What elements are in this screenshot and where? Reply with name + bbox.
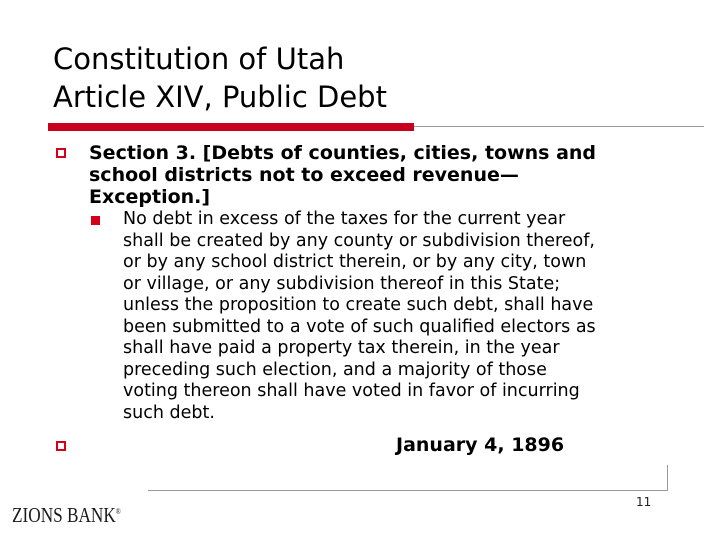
body-line: or by any school district therein, or by any city, town [123,252,587,272]
filled-square-icon [91,216,100,225]
section-heading [89,142,679,208]
section-body [123,209,683,424]
slide-title [53,40,387,116]
date-text: January 4, 1896 [396,434,565,456]
heading-line-1: Section 3. [Debts of counties, cities, towns and [89,142,597,164]
body-line: preceding such election, and a majority of those [123,359,547,380]
heading-line-3: Exception.] [89,186,211,208]
heading-line-2: school districts not to exceed revenue— [89,164,519,186]
title-line-1: Constitution of Utah [53,42,345,76]
body-line: such debt. [123,402,215,423]
body-line: voting thereon shall have voted in favor of incurring [123,381,580,401]
footer-rule [148,490,668,491]
body-line: No debt in excess of the taxes for the current year [123,209,566,229]
title-line-2: Article XIV, Public Debt [53,80,387,114]
page-number: 11 [636,495,652,509]
title-accent-rule [48,123,414,131]
registered-mark: ® [115,507,121,516]
zions-bank-logo [12,503,121,528]
body-line: unless the proposition to create such debt, shall have [123,295,594,315]
body-line: shall have paid a property tax therein, in the year [123,338,560,358]
logo-text: ZIONS BANK [12,503,116,527]
hollow-square-icon [56,148,66,158]
hollow-square-icon [56,441,66,451]
body-line: or village, or any subdivision thereof in this State; [123,273,561,294]
body-line: shall be created by any county or subdivision thereof, [123,230,595,251]
footer-rule-vertical [667,465,668,491]
title-divider-rule [414,126,704,127]
body-line: been submitted to a vote of such qualified electors as [123,316,596,337]
